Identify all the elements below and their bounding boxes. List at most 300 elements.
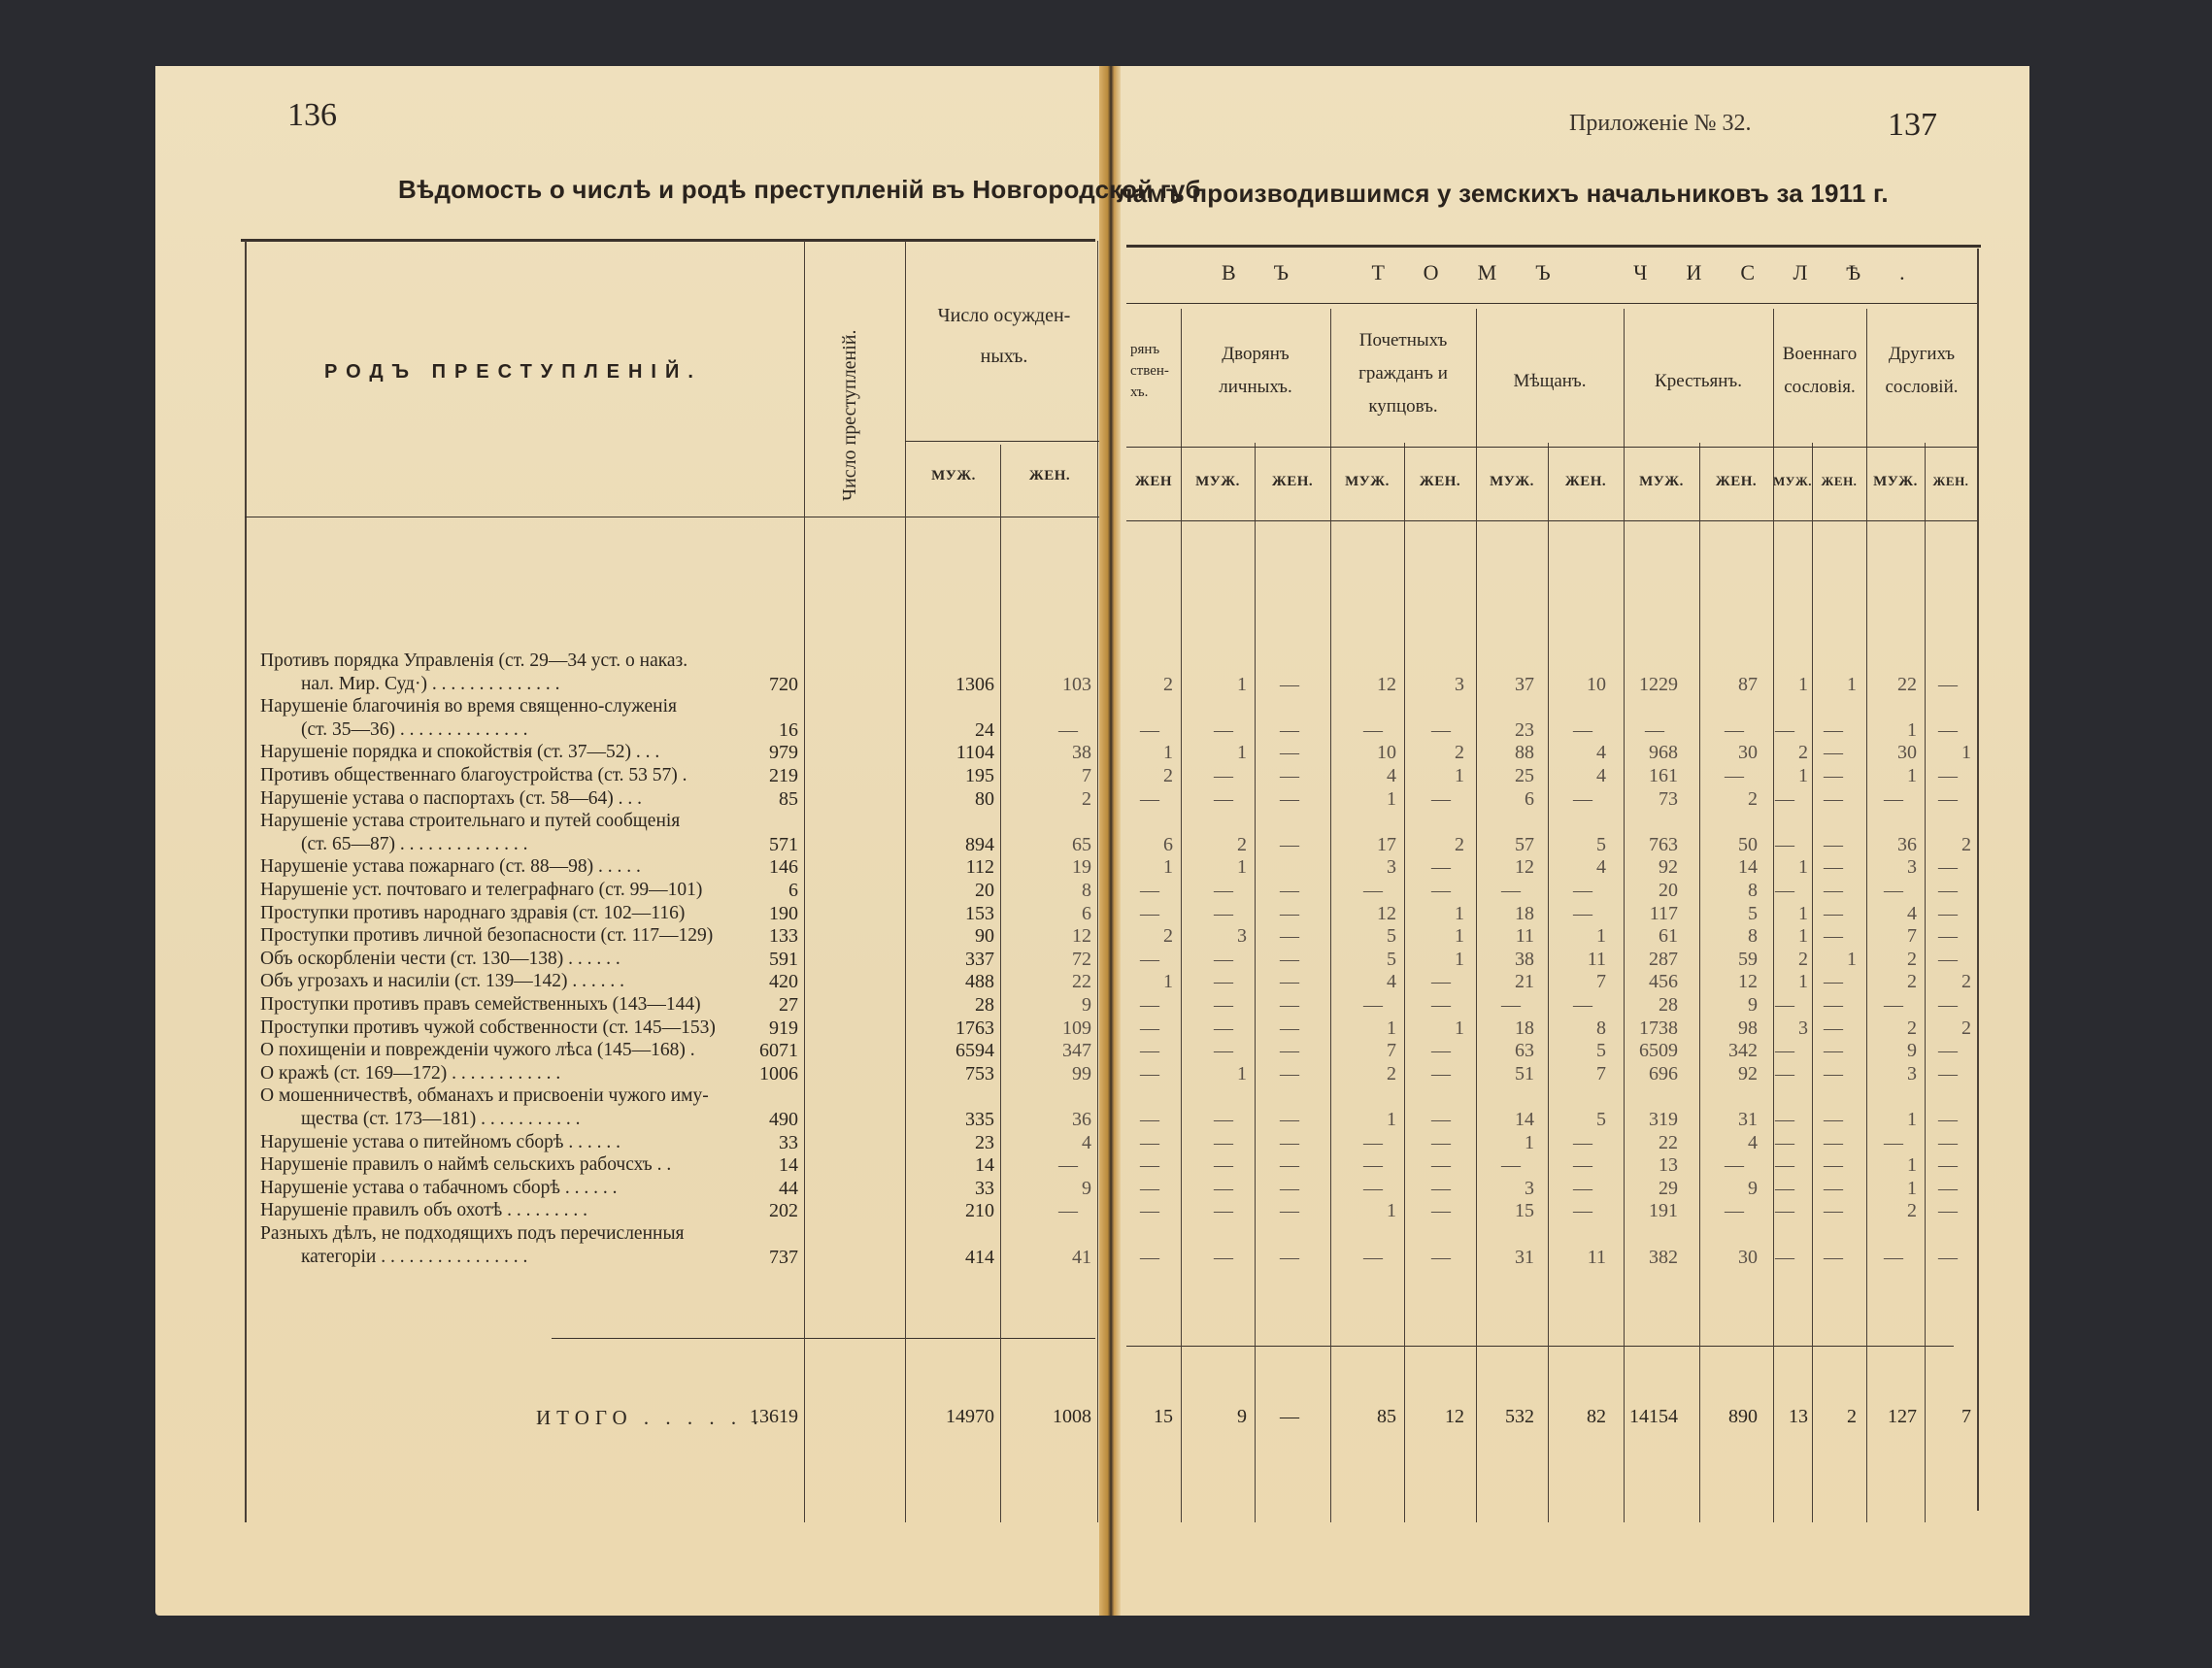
table-cell: 30 [1738,742,1758,764]
table-cell: 1 [1798,925,1808,948]
table-cell: 414 [965,1246,994,1268]
header-male: МУЖ. [1773,474,1812,488]
table-cell: — [1280,1109,1299,1130]
table-cell: — [1573,718,1592,741]
table-cell: 6071 [759,1040,798,1062]
table-cell: — [1140,1017,1159,1039]
table-cell: — [1140,1200,1159,1222]
table-cell: 12 [1377,673,1396,695]
table-cell: — [1140,1154,1159,1177]
table-cell: 335 [965,1109,994,1130]
table-cell: — [1775,1109,1794,1130]
header-female: ЖЕН. [1821,474,1858,488]
table-cell: 763 [1649,833,1678,855]
table-cell: — [1431,1131,1451,1153]
table-cell: 24 [975,718,994,741]
table-cell: — [1824,994,1843,1016]
table-cell: — [1775,833,1794,855]
table-cell: — [1824,765,1843,786]
table-cell: 219 [769,765,798,786]
table-cell: — [1824,1200,1843,1222]
table-cell: — [1938,673,1958,695]
table-cell: 11 [1587,948,1606,970]
header-male: МУЖ. [1873,474,1918,489]
table-cell: 10 [1377,742,1396,764]
estate-header-line: хъ. [1130,384,1149,400]
table-cell: 919 [769,1017,798,1039]
table-cell: 3 [1907,1062,1917,1084]
table-cell: — [1214,718,1233,741]
subheader-rule [905,441,1099,442]
table-cell: 36 [1072,1109,1091,1130]
table-cell: — [1363,880,1383,901]
table-cell: 696 [1649,1062,1678,1084]
table-cell: — [1938,1040,1958,1062]
table-cell: 1 [1455,902,1464,924]
table-cell: 894 [965,833,994,855]
table-cell: — [1938,1154,1958,1177]
table-cell: 2 [1907,948,1917,970]
table-cell: 7 [1082,765,1091,786]
table-cell: 36 [1897,833,1917,855]
total-cell: 14970 [946,1406,994,1427]
table-cell: — [1938,856,1958,879]
row-label: О мошенничествѣ, обманахъ и присвоеніи чужого иму- [260,1085,709,1107]
row-label: щества (ст. 173—181) . . . . . . . . . . . [301,1109,581,1129]
table-cell: 88 [1515,742,1534,764]
table-cell: — [1824,1246,1843,1268]
table-cell: 23 [975,1131,994,1153]
table-cell: — [1725,765,1744,786]
estate-header-line: Дворянъ [1222,344,1290,364]
table-cell: — [1280,1131,1299,1153]
table-cell: 2 [1082,787,1091,810]
row-label: Противъ порядка Управленія (ст. 29—34 уст. о наказ. [260,651,688,671]
table-cell: 1 [1163,742,1173,764]
header-male: МУЖ. [931,468,976,484]
table-cell: — [1938,1062,1958,1084]
table-cell: 9 [1082,1177,1091,1199]
table-cell: 979 [769,742,798,764]
header-female: ЖЕН. [1419,474,1461,489]
table-cell: 4 [1748,1131,1758,1153]
table-cell: — [1884,1131,1903,1153]
estate-header-line: сословій. [1885,377,1959,397]
table-cell: 99 [1072,1062,1091,1084]
row-label: Нарушеніе порядка и спокойствія (ст. 37—52) . . . [260,742,660,763]
row-label: Объ угрозахъ и насиліи (ст. 139—142) . . . . . . [260,971,624,992]
table-cell: — [1573,1154,1592,1177]
table-cell: 190 [769,902,798,924]
table-cell: 1 [1847,948,1857,970]
table-cell: 31 [1738,1109,1758,1130]
table-cell: — [1214,1131,1233,1153]
table-cell: — [1431,1040,1451,1062]
table-cell: — [1280,833,1299,855]
table-cell: — [1431,1177,1451,1199]
table-cell: 90 [975,925,994,948]
total-cell: 532 [1505,1406,1534,1427]
row-label: (ст. 35—36) . . . . . . . . . . . . . . [301,718,528,740]
table-cell: 2 [1163,925,1173,948]
table-cell: 2 [1798,948,1808,970]
table-left-border [245,241,247,1522]
table-cell: — [1363,994,1383,1016]
table-cell: 12 [1072,925,1091,948]
table-cell: — [1775,1131,1794,1153]
table-cell: — [1824,1109,1843,1130]
table-cell: 12 [1738,971,1758,993]
table-cell: — [1938,948,1958,970]
table-cell: — [1573,787,1592,810]
row-label: Нарушеніе устава о питейномъ сборѣ . . . . . . [260,1131,620,1152]
table-cell: — [1938,994,1958,1016]
table-cell: 1306 [955,673,994,695]
table-cell: — [1280,1017,1299,1039]
table-cell: — [1938,1109,1958,1130]
table-cell: — [1214,902,1233,924]
table-cell: 22 [1897,673,1917,695]
table-cell: 1 [1237,742,1247,764]
table-cell: 1 [1237,1062,1247,1084]
table-cell: — [1775,787,1794,810]
row-label: Объ оскорбленіи чести (ст. 130—138) . . . . . . [260,948,620,969]
table-cell: 87 [1738,673,1758,695]
table-cell: 22 [1072,971,1091,993]
table-cell: — [1280,902,1299,924]
estate-header-line: Другихъ [1888,344,1956,364]
table-cell: — [1938,765,1958,786]
table-cell: 4 [1082,1131,1091,1153]
table-cell: 1006 [759,1062,798,1084]
row-label: Нарушеніе устава о паспортахъ (ст. 58—64) . . . [260,787,642,809]
table-cell: 17 [1377,833,1396,855]
table-cell: — [1884,994,1903,1016]
table-cell: — [1280,787,1299,810]
table-cell: 1 [1237,856,1247,879]
table-cell: — [1363,1131,1383,1153]
table-cell: 1 [1907,765,1917,786]
table-cell: 1 [1596,925,1606,948]
table-cell: — [1214,971,1233,993]
table-cell: 27 [779,994,798,1016]
table-cell: 2 [1455,833,1464,855]
table-cell: 41 [1072,1246,1091,1268]
table-cell: — [1573,1131,1592,1153]
table-cell: 51 [1515,1062,1534,1084]
table-cell: 7 [1387,1040,1396,1062]
table-cell: — [1775,1040,1794,1062]
table-top-rule-left [241,239,1095,242]
table-cell: — [1824,880,1843,901]
estate-header-line: Почетныхъ [1358,330,1448,350]
table-cell: 25 [1515,765,1534,786]
total-cell: 12 [1445,1406,1464,1427]
table-cell: — [1280,948,1299,970]
header-female: ЖЕН. [1271,474,1314,489]
table-cell: 382 [1649,1246,1678,1268]
header-male: МУЖ. [1490,474,1534,489]
table-cell: 57 [1515,833,1534,855]
table-cell: — [1938,880,1958,901]
table-cell: 2 [1748,787,1758,810]
col-divider [905,241,906,1522]
header-number-of-crimes: Число преступленій. [839,329,860,501]
table-cell: 29 [1659,1177,1678,1199]
table-cell: — [1501,880,1521,901]
table-cell: 2 [1163,673,1173,695]
table-cell: 161 [1649,765,1678,786]
table-cell: 4 [1907,902,1917,924]
table-cell: 6 [1082,902,1091,924]
table-cell: — [1140,1177,1159,1199]
table-cell: 2 [1798,742,1808,764]
table-cell: 2 [1455,742,1464,764]
table-cell: — [1824,1154,1843,1177]
row-label: О похищеніи и поврежденіи чужого лѣса (145—168) . [260,1040,695,1061]
table-cell: 10 [1587,673,1606,695]
table-cell: — [1501,994,1521,1016]
table-cell: — [1824,902,1843,924]
total-cell: 13619 [750,1406,798,1427]
table-cell: — [1824,1131,1843,1153]
table-cell: 80 [975,787,994,810]
table-cell: — [1431,971,1451,993]
table-cell: 1 [1387,787,1396,810]
table-cell: 1 [1163,856,1173,879]
table-cell: 191 [1649,1200,1678,1222]
table-cell: — [1214,948,1233,970]
table-cell: 8 [1748,925,1758,948]
row-label: Разныхъ дѣлъ, не подходящихъ подъ перечисленныя [260,1223,685,1244]
table-cell: — [1431,1200,1451,1222]
table-cell: — [1280,971,1299,993]
table-cell: — [1363,1154,1383,1177]
table-cell: 28 [975,994,994,1016]
total-cell: — [1280,1406,1299,1427]
table-cell: — [1058,1200,1078,1222]
table-cell: — [1938,902,1958,924]
table-cell: — [1775,1246,1794,1268]
row-label: Нарушеніе устава строительнаго и путей сообщенія [260,811,681,832]
table-cell: — [1280,673,1299,695]
table-cell: 1 [1907,1109,1917,1130]
table-cell: 3 [1237,925,1247,948]
table-cell: 73 [1659,787,1678,810]
table-cell: 287 [1649,948,1678,970]
row-label: Проступки противъ чужой собственности (ст. 145—153) [260,1017,716,1038]
table-cell: 12 [1515,856,1534,879]
table-cell: 11 [1515,925,1534,948]
total-cell: 85 [1377,1406,1396,1427]
table-cell: 38 [1515,948,1534,970]
table-cell: 153 [965,902,994,924]
table-cell: — [1140,1062,1159,1084]
table-cell: — [1140,1131,1159,1153]
row-label: Нарушеніе правилъ о наймѣ сельскихъ рабочсхъ . . [260,1154,672,1176]
table-cell: 13 [1659,1154,1678,1177]
table-cell: 28 [1659,994,1678,1016]
table-top-rule-right [1126,245,1981,248]
table-cell: — [1938,1131,1958,1153]
table-cell: 5 [1748,902,1758,924]
table-cell: — [1725,718,1744,741]
table-cell: — [1824,1040,1843,1062]
table-cell: 490 [769,1109,798,1130]
appendix-label: Приложеніе № 32. [1569,111,1752,136]
row-label: Проступки противъ личной безопасности (ст. 117—129) [260,925,714,947]
table-cell: 2 [1907,1200,1917,1222]
table-cell: — [1573,1200,1592,1222]
table-cell: 98 [1738,1017,1758,1039]
table-cell: — [1280,765,1299,786]
table-cell: — [1824,1017,1843,1039]
table-cell: — [1573,1177,1592,1199]
table-cell: — [1280,742,1299,764]
table-cell: 1 [1798,902,1808,924]
table-cell: 202 [769,1200,798,1222]
total-cell: 14154 [1629,1406,1678,1427]
table-cell: — [1058,1154,1078,1177]
table-cell: 753 [965,1062,994,1084]
table-cell: 3 [1455,673,1464,695]
table-cell: — [1280,1062,1299,1084]
table-cell: 23 [1515,718,1534,741]
estate-header-line: личныхъ. [1219,377,1292,397]
estate-header-line: Мѣщанъ. [1513,371,1587,391]
table-cell: 2 [1163,765,1173,786]
table-cell: — [1140,787,1159,810]
row-label: Противъ общественнаго благоустройства (ст. 53 57) . [260,765,687,785]
table-right-border [1977,249,1979,1511]
table-cell: — [1214,880,1233,901]
table-cell: — [1140,902,1159,924]
table-cell: 33 [779,1131,798,1153]
table-cell: 2 [1387,1062,1396,1084]
table-cell: 50 [1738,833,1758,855]
table-cell: 720 [769,673,798,695]
table-cell: 3 [1798,1017,1808,1039]
row-label: Нарушеніе правилъ объ охотѣ . . . . . . . . . [260,1200,587,1221]
table-cell: 3 [1907,856,1917,879]
table-cell: — [1363,1177,1383,1199]
table-cell: 20 [975,880,994,901]
table-cell: 1 [1798,765,1808,786]
table-cell: — [1214,994,1233,1016]
table-cell: — [1280,1200,1299,1222]
table-cell: 9 [1907,1040,1917,1062]
total-cell: 9 [1237,1406,1247,1427]
header-including: ВЪ ТОМЪ ЧИСЛѢ. [1222,260,1944,284]
table-cell: — [1938,1177,1958,1199]
table-cell: 420 [769,971,798,993]
total-cell: 2 [1847,1406,1857,1427]
table-cell: 1 [1163,971,1173,993]
table-cell: 14 [1738,856,1758,879]
table-cell: 11 [1587,1246,1606,1268]
table-cell: — [1214,765,1233,786]
table-cell: — [1884,1246,1903,1268]
total-rule-left [552,1338,1095,1339]
table-cell: — [1280,1040,1299,1062]
table-cell: 38 [1072,742,1091,764]
table-cell: 9 [1082,994,1091,1016]
table-cell: — [1824,1177,1843,1199]
table-cell: 9 [1748,994,1758,1016]
total-cell: 127 [1888,1406,1917,1427]
table-cell: 8 [1596,1017,1606,1039]
table-cell: 14 [975,1154,994,1177]
table-cell: 22 [1659,1131,1678,1153]
table-cell: 1 [1237,673,1247,695]
table-cell: — [1775,1200,1794,1222]
table-cell: 2 [1907,1017,1917,1039]
table-cell: 112 [965,856,994,879]
table-cell: — [1280,880,1299,901]
table-cell: — [1775,994,1794,1016]
table-cell: — [1431,718,1451,741]
table-cell: 19 [1072,856,1091,879]
table-cell: — [1214,1200,1233,1222]
table-cell: 18 [1515,1017,1534,1039]
table-cell: 1229 [1639,673,1678,695]
table-cell: 103 [1062,673,1091,695]
table-cell: — [1214,1154,1233,1177]
table-cell: — [1363,718,1383,741]
table-cell: 7 [1596,971,1606,993]
header-male: МУЖ. [1345,474,1390,489]
table-cell: 737 [769,1246,798,1268]
header-female: ЖЕН. [1715,474,1758,489]
table-cell: 5 [1596,833,1606,855]
table-cell: 1 [1798,673,1808,695]
table-cell: 2 [1907,971,1917,993]
table-cell: — [1363,1246,1383,1268]
table-cell: — [1214,1177,1233,1199]
table-cell: — [1214,787,1233,810]
row-label: Проступки противъ народнаго здравія (ст. 102—116) [260,902,686,923]
table-cell: 2 [1961,971,1971,993]
table-cell: 6 [788,880,798,901]
table-cell: — [1884,880,1903,901]
table-cell: — [1431,787,1451,810]
table-cell: — [1280,718,1299,741]
table-cell: 571 [769,833,798,855]
table-cell: 337 [965,948,994,970]
table-cell: 319 [1649,1109,1678,1130]
table-cell: 65 [1072,833,1091,855]
table-cell: 4 [1387,971,1396,993]
table-cell: 1 [1387,1017,1396,1039]
table-cell: — [1140,1246,1159,1268]
table-cell: 9 [1748,1177,1758,1199]
table-cell: 1 [1847,673,1857,695]
table-cell: — [1431,1154,1451,1177]
table-cell: 2 [1961,1017,1971,1039]
header-convicted-line1: Число осужден- [937,305,1071,326]
total-cell: 7 [1961,1406,1971,1427]
table-cell: 31 [1515,1246,1534,1268]
table-cell: 1 [1525,1131,1534,1153]
table-cell: 16 [779,718,798,741]
table-cell: — [1214,1246,1233,1268]
table-cell: — [1140,1040,1159,1062]
table-cell: — [1280,925,1299,948]
table-cell: 1 [1387,1109,1396,1130]
total-cell: 13 [1789,1406,1808,1427]
table-cell: 1104 [955,742,994,764]
table-cell: 1 [1798,856,1808,879]
